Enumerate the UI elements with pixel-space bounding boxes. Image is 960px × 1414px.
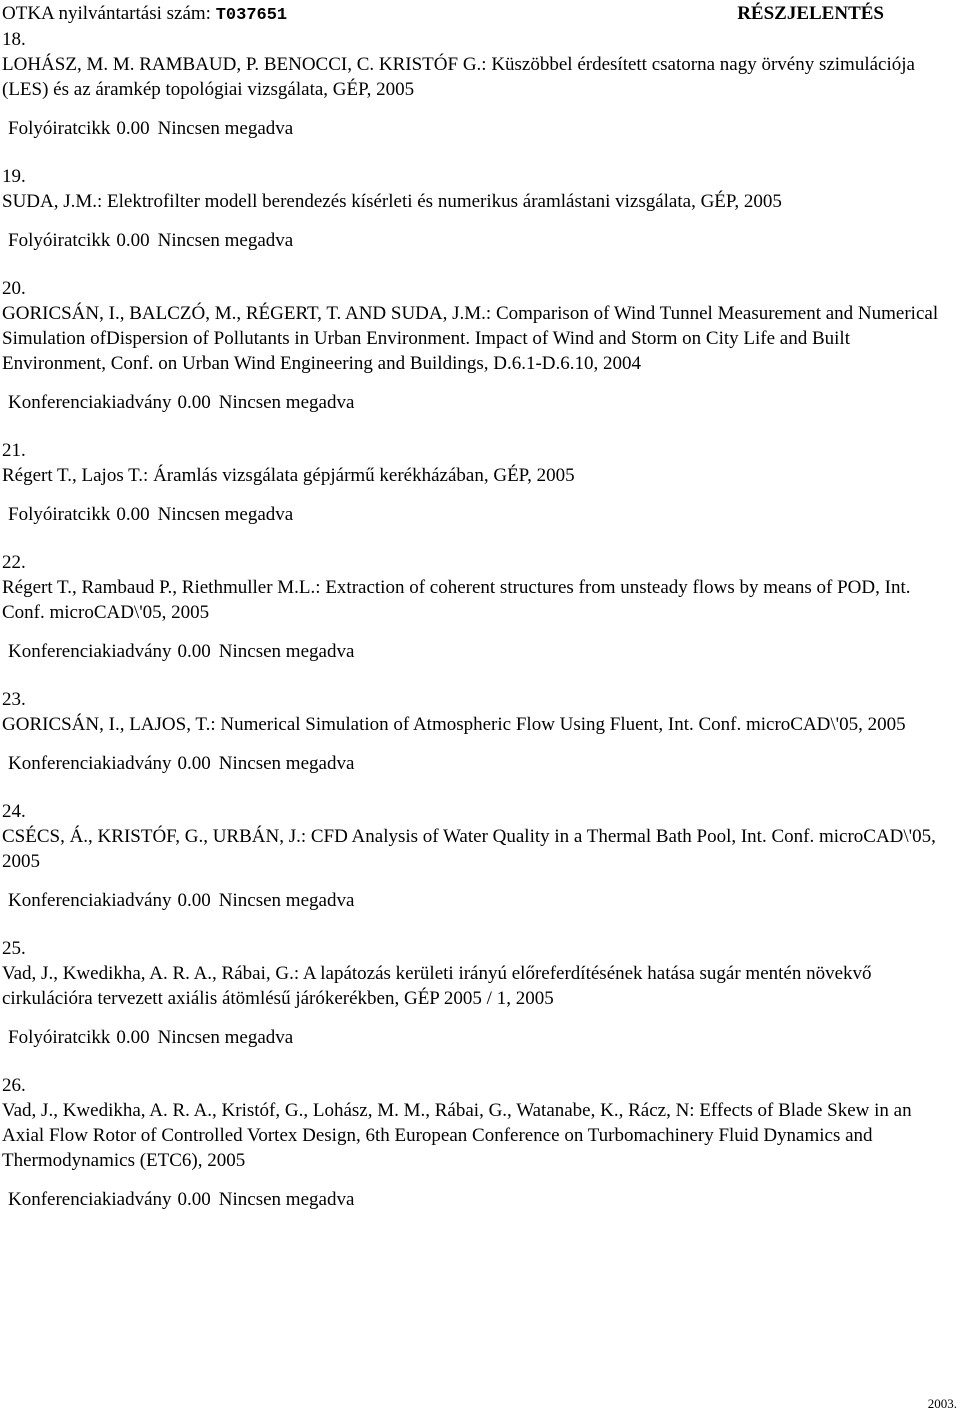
entry-citation: SUDA, J.M.: Elektrofilter modell berendezés kísérleti és numerikus áramlástani vizsgálata, GÉP, 2005	[2, 191, 782, 212]
publication-entry	[2, 550, 957, 664]
entry-category-line	[2, 228, 957, 253]
entry-status: Nincsen megadva	[218, 1189, 355, 1210]
entry-category-line	[2, 639, 957, 664]
entry-value: 0.00	[177, 890, 211, 911]
entry-category-line	[2, 1025, 957, 1050]
entry-category: Konferenciakiadvány	[8, 392, 172, 413]
entry-category-line	[2, 1187, 957, 1212]
entry-value: 0.00	[116, 1027, 150, 1048]
publication-entry	[2, 27, 957, 141]
publication-entry	[2, 276, 957, 415]
entry-category-line	[2, 390, 957, 415]
entry-status: Nincsen megadva	[218, 753, 355, 774]
entry-category: Konferenciakiadvány	[8, 1189, 172, 1210]
entry-number: 18.	[2, 29, 26, 50]
entry-category: Folyóiratcikk	[8, 1027, 111, 1048]
entry-number: 25.	[2, 938, 26, 959]
entry-citation: Régert T., Rambaud P., Riethmuller M.L.: Extraction of coherent structures from unsteady flows by means of POD, Int. Conf. microCAD\'05, 2005	[2, 577, 916, 623]
entry-category-line	[2, 888, 957, 913]
publication-entry	[2, 1073, 957, 1212]
entry-category-line	[2, 116, 957, 141]
entry-number: 22.	[2, 552, 26, 573]
entry-citation: GORICSÁN, I., BALCZÓ, M., RÉGERT, T. AND SUDA, J.M.: Comparison of Wind Tunnel Measurement and Numerical Simulation ofDispersion of Pollutants in Urban Environment. Impact of Wind and Storm on City Life and Built Environment, Conf. on Urban Wind Engineering and Buildings, D.6.1-D.6.10, 2004	[2, 303, 943, 374]
entry-status: Nincsen megadva	[218, 392, 355, 413]
entry-status: Nincsen megadva	[157, 230, 294, 251]
entry-citation: LOHÁSZ, M. M. RAMBAUD, P. BENOCCI, C. KRISTÓF G.: Küszöbbel érdesített csatorna nagy örvény szimulációja (LES) és az áramkép topológiai vizsgálata, GÉP, 2005	[2, 54, 920, 100]
registration-line	[2, 2, 287, 28]
entry-value: 0.00	[116, 504, 150, 525]
entry-citation: Vad, J., Kwedikha, A. R. A., Kristóf, G., Lohász, M. M., Rábai, G., Watanabe, K., Rácz, N: Effects of Blade Skew in an Axial Flow Rotor of Controlled Vortex Design, 6th European Conference on Turbomachinery Fluid Dynamics and Thermodynamics (ETC6), 2005	[2, 1100, 916, 1171]
publication-entry	[2, 799, 957, 913]
registration-label: OTKA nyilvántartási szám:	[2, 3, 211, 24]
entry-status: Nincsen megadva	[157, 1027, 294, 1048]
publication-entry	[2, 687, 957, 776]
entry-value: 0.00	[116, 118, 150, 139]
entry-citation: Régert T., Lajos T.: Áramlás vizsgálata gépjármű kerékházában, GÉP, 2005	[2, 465, 575, 486]
entry-value: 0.00	[177, 641, 211, 662]
entry-category: Folyóiratcikk	[8, 118, 111, 139]
entry-citation: Vad, J., Kwedikha, A. R. A., Rábai, G.: A lapátozás kerületi irányú előreferdítésének hatása sugár mentén növekvő cirkulációra tervezett axiális átömlésű járókerékben, GÉP 2005 / 1, 2005	[2, 963, 877, 1009]
entry-status: Nincsen megadva	[218, 890, 355, 911]
entry-number: 24.	[2, 801, 26, 822]
entry-status: Nincsen megadva	[157, 504, 294, 525]
entry-number: 21.	[2, 440, 26, 461]
entry-number: 19.	[2, 166, 26, 187]
entry-category: Konferenciakiadvány	[8, 890, 172, 911]
entry-category: Folyóiratcikk	[8, 504, 111, 525]
entry-number: 26.	[2, 1075, 26, 1096]
entry-category: Konferenciakiadvány	[8, 641, 172, 662]
entry-status: Nincsen megadva	[218, 641, 355, 662]
entry-value: 0.00	[116, 230, 150, 251]
entry-category-line	[2, 751, 957, 776]
entry-number: 23.	[2, 689, 26, 710]
footer-year: 2003.	[927, 1396, 957, 1411]
registration-code: T037651	[215, 6, 288, 25]
entry-category: Folyóiratcikk	[8, 230, 111, 251]
publication-entry	[2, 936, 957, 1050]
entry-category-line	[2, 502, 957, 527]
report-type: RÉSZJELENTÉS	[737, 3, 884, 24]
entry-number: 20.	[2, 278, 26, 299]
entry-status: Nincsen megadva	[157, 118, 294, 139]
publication-entry	[2, 438, 957, 527]
entry-category: Konferenciakiadvány	[8, 753, 172, 774]
entry-citation: GORICSÁN, I., LAJOS, T.: Numerical Simulation of Atmospheric Flow Using Fluent, Int. Conf. microCAD\'05, 2005	[2, 714, 906, 735]
entry-value: 0.00	[177, 392, 211, 413]
entry-value: 0.00	[177, 1189, 211, 1210]
page-header	[2, 2, 884, 26]
entry-value: 0.00	[177, 753, 211, 774]
publication-entry	[2, 164, 957, 253]
entry-citation: CSÉCS, Á., KRISTÓF, G., URBÁN, J.: CFD Analysis of Water Quality in a Thermal Bath Pool, Int. Conf. microCAD\'05, 2005	[2, 826, 941, 872]
publication-list	[2, 27, 957, 1235]
